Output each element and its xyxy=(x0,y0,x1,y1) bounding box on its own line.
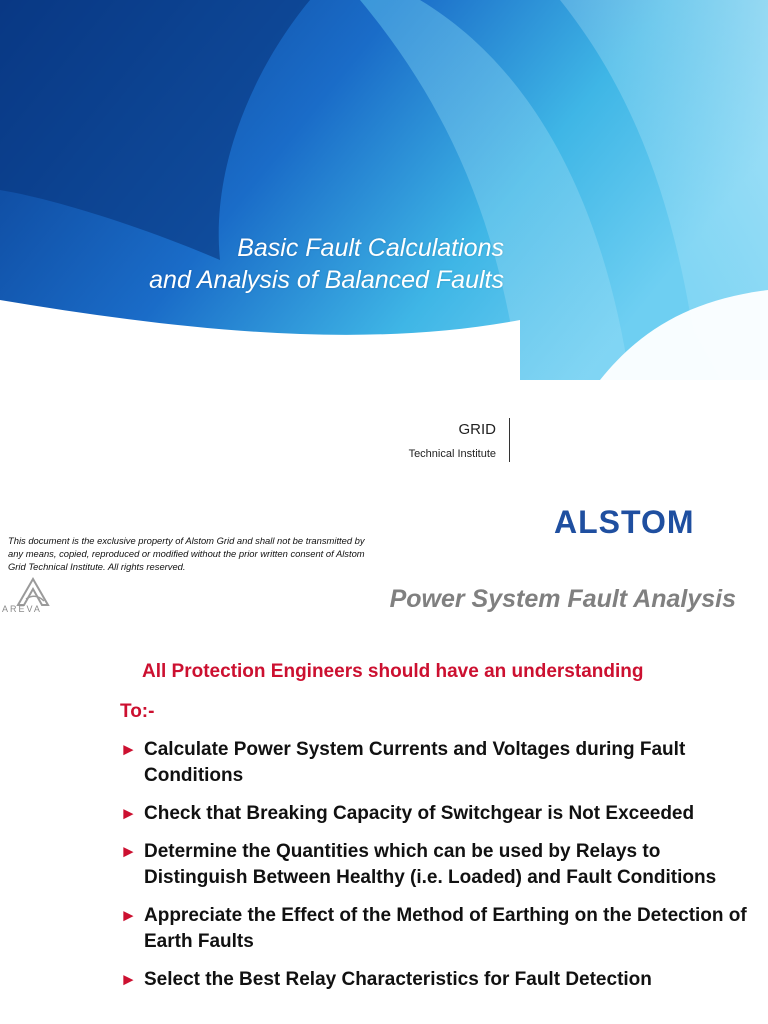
areva-text: AREVA xyxy=(2,604,42,614)
banner-graphic xyxy=(0,0,768,380)
cover-title-line1: Basic Fault Calculations xyxy=(237,234,504,262)
bullet-text: Calculate Power System Currents and Voltages during Fault Conditions xyxy=(144,739,686,786)
grid-label: GRID xyxy=(458,421,496,438)
grid-institute-block xyxy=(380,418,510,462)
list-item xyxy=(120,737,760,789)
grid-divider xyxy=(509,418,510,462)
list-item xyxy=(120,801,760,827)
disclaimer-text: This document is the exclusive property of Alstom Grid and shall not be transmitted by any means, copied, reproduced or modified without the prior written consent of Alstom Grid Technical Institute. All rights reserved. xyxy=(8,535,365,572)
list-item xyxy=(120,967,760,993)
triangle-bullet-icon: ► xyxy=(120,842,137,861)
alstom-logo: ALSTOM xyxy=(554,504,695,540)
bullet-list xyxy=(120,737,760,1005)
triangle-bullet-icon: ► xyxy=(120,970,137,989)
to-label: To:- xyxy=(120,701,155,722)
cover-banner xyxy=(0,0,768,380)
triangle-bullet-icon: ► xyxy=(120,804,137,823)
triangle-bullet-icon: ► xyxy=(120,740,137,759)
bullet-text: Check that Breaking Capacity of Switchgear is Not Exceeded xyxy=(144,803,695,824)
bullet-text: Appreciate the Effect of the Method of Earthing on the Detection of Earth Faults xyxy=(144,905,747,952)
slide-title: Power System Fault Analysis xyxy=(389,585,736,613)
cover-title xyxy=(0,232,504,296)
content-slide xyxy=(0,585,768,1024)
institute-label: Technical Institute xyxy=(408,448,496,460)
list-item xyxy=(120,903,760,955)
bullet-text: Determine the Quantities which can be used by Relays to Distinguish Between Healthy (i.e. Loaded) and Fault Conditions xyxy=(144,841,717,888)
cover-title-line2: and Analysis of Balanced Faults xyxy=(149,266,504,294)
triangle-bullet-icon: ► xyxy=(120,906,137,925)
bullet-text: Select the Best Relay Characteristics for Fault Detection xyxy=(144,969,652,990)
list-item xyxy=(120,839,760,891)
intro-text: All Protection Engineers should have an understanding xyxy=(142,661,644,682)
